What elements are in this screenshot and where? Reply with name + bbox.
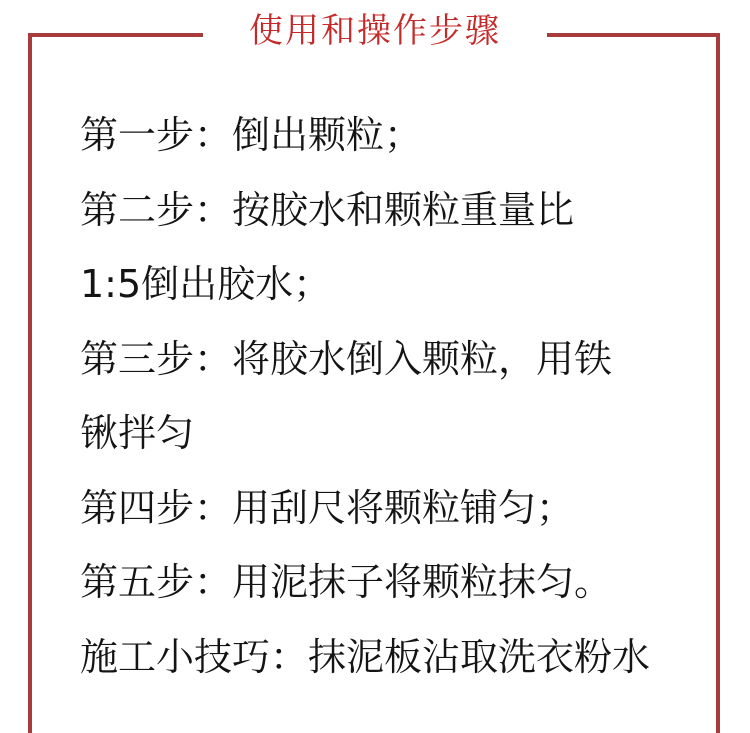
step-2-line: 第二步：按胶水和颗粒重量比 — [80, 187, 575, 232]
section-title: 使用和操作步骤 — [249, 11, 501, 51]
step-4-line: 第四步：用刮尺将颗粒铺匀； — [80, 485, 575, 530]
step-2-line-continued: 1:5倒出胶水； — [80, 262, 332, 306]
tips-line: 施工小技巧：抹泥板沾取洗衣粉水 — [80, 634, 651, 679]
steps-list — [80, 98, 680, 694]
step-3-line: 第三步：将胶水倒入颗粒，用铁 — [80, 336, 613, 381]
step-3-line-continued: 锹拌匀 — [80, 411, 195, 455]
step-1-line: 第一步：倒出颗粒； — [80, 113, 423, 157]
step-5-line: 第五步：用泥抹子将颗粒抹匀。 — [80, 560, 613, 604]
